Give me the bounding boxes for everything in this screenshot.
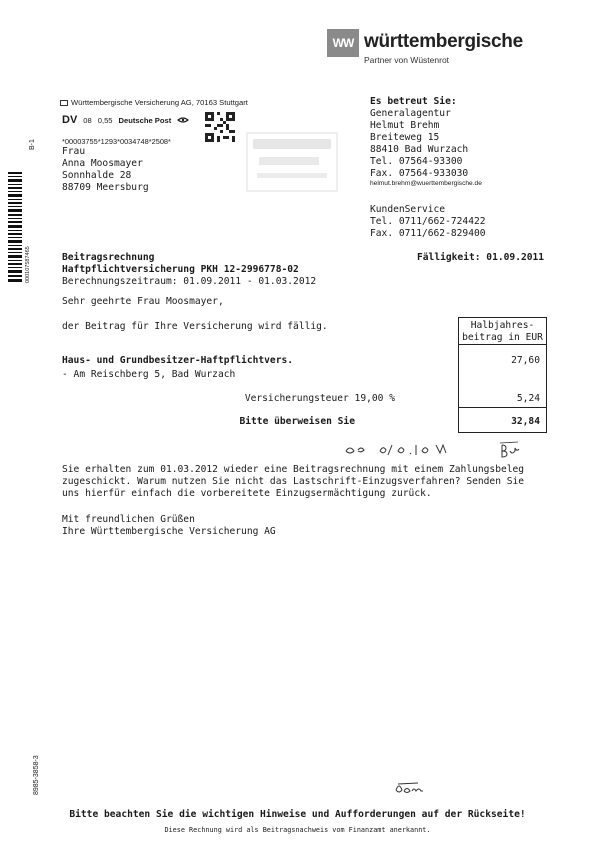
amount-sum-divider	[458, 407, 547, 408]
info-line: uns hierfür einfach die vorbereitete Einzugsermächtigung zurück.	[62, 488, 432, 499]
due-text: der Beitrag für Ihre Versicherung wird fällig.	[62, 321, 328, 332]
handwritten-scribble	[392, 780, 432, 796]
posthorn-icon	[177, 116, 189, 125]
invoice-title: Beitragsrechnung	[62, 252, 155, 263]
invoice-period: Berechnungszeitraum: 01.09.2011 - 01.03.2012	[62, 276, 317, 287]
recipient-address	[62, 146, 149, 194]
brand-name: württembergische	[364, 31, 523, 52]
invoice-title-block	[62, 252, 316, 288]
document-number: 8985-3858-3	[33, 755, 40, 795]
recipient-name: Anna Moosmayer	[62, 158, 143, 169]
service-block	[370, 204, 486, 240]
agency-block	[370, 96, 468, 180]
agency-type: Generalagentur	[370, 108, 451, 119]
tax-label: Versicherungsteuer 19,00 %	[244, 393, 395, 404]
envelope-icon	[60, 100, 68, 106]
amount-header	[458, 320, 547, 344]
info-line: zugeschickt. Warum nutzen Sie nicht das Lastschrift-Einzugsverfahren? Senden Sie	[62, 476, 525, 487]
footer-subtext: Diese Rechnung wird als Beitragsnachweis vom Finanzamt anerkannt.	[164, 826, 431, 834]
postage-amount: 0,55	[97, 115, 113, 125]
carrier-name: Deutsche Post	[118, 115, 172, 125]
info-line: Sie erhalten zum 01.03.2012 wieder eine Beitragsrechnung mit einem Zahlungsbeleg	[62, 464, 525, 475]
total-value: 32,84	[511, 416, 540, 427]
agency-phone: Tel. 07564-93300	[370, 156, 463, 167]
premium-value: 27,60	[511, 355, 540, 366]
routing-code: *00003755*1293*0034748*2508*	[62, 137, 171, 146]
brand-logo-mark: WW	[327, 29, 359, 57]
invoice-policy: Haftpflichtversicherung PKH 12-2996778-02	[62, 264, 299, 275]
dv-code: DV	[62, 114, 78, 126]
tax-value: 5,24	[516, 393, 540, 404]
brand-tagline: Partner von Wüstenrot	[364, 55, 450, 65]
qr-code-icon	[205, 112, 235, 142]
recipient-salutation: Frau	[62, 146, 86, 157]
footer-notice: Bitte beachten Sie die wichtigen Hinweise und Aufforderungen auf der Rückseite!	[69, 809, 526, 820]
handwritten-note	[340, 437, 540, 459]
agency-city: 88410 Bad Wurzach	[370, 144, 469, 155]
agency-fax: Fax. 07564-933030	[370, 168, 469, 179]
letter-salutation: Sehr geehrte Frau Moosmayer,	[62, 296, 224, 307]
agency-heading: Es betreut Sie:	[370, 96, 457, 107]
info-paragraph	[62, 464, 524, 500]
recipient-city: 88709 Meersburg	[62, 182, 149, 193]
service-heading: KundenService	[370, 204, 446, 215]
transfer-label: Bitte überweisen Sie	[239, 416, 355, 427]
agency-street: Breiteweg 15	[370, 132, 440, 143]
agency-person: Helmut Brehm	[370, 120, 440, 131]
service-fax: Fax. 0711/662-829400	[370, 228, 486, 239]
recipient-street: Sonnhalde 28	[62, 170, 132, 181]
closing-greeting: Mit freundlichen Grüßen	[62, 514, 195, 525]
barcode-number: 000107587465	[25, 246, 31, 283]
service-phone: Tel. 0711/662-724422	[370, 216, 486, 227]
contract-address: - Am Reischberg 5, Bad Wurzach	[62, 369, 236, 380]
postage-line	[62, 114, 189, 126]
dv-number: 08	[83, 115, 92, 125]
amount-header-line1: Halbjahres-	[470, 320, 535, 331]
closing-sender: Ihre Württembergische Versicherung AG	[62, 526, 276, 537]
return-address-text: Württembergische Versicherung AG, 70163 Stuttgart	[71, 98, 248, 107]
due-date: Fälligkeit: 01.09.2011	[417, 252, 545, 263]
barcode	[8, 172, 22, 282]
amount-header-divider	[458, 344, 547, 345]
amount-header-line2: beitrag in EUR	[462, 332, 543, 343]
agency-email[interactable]: helmut.brehm@wuerttembergische.de	[370, 180, 482, 187]
contract-name: Haus- und Grundbesitzer-Haftpflichtvers.	[62, 355, 294, 366]
closing-block	[62, 514, 276, 538]
side-code: B-1	[29, 139, 36, 150]
return-address	[60, 98, 248, 107]
faded-stamp	[243, 127, 343, 199]
